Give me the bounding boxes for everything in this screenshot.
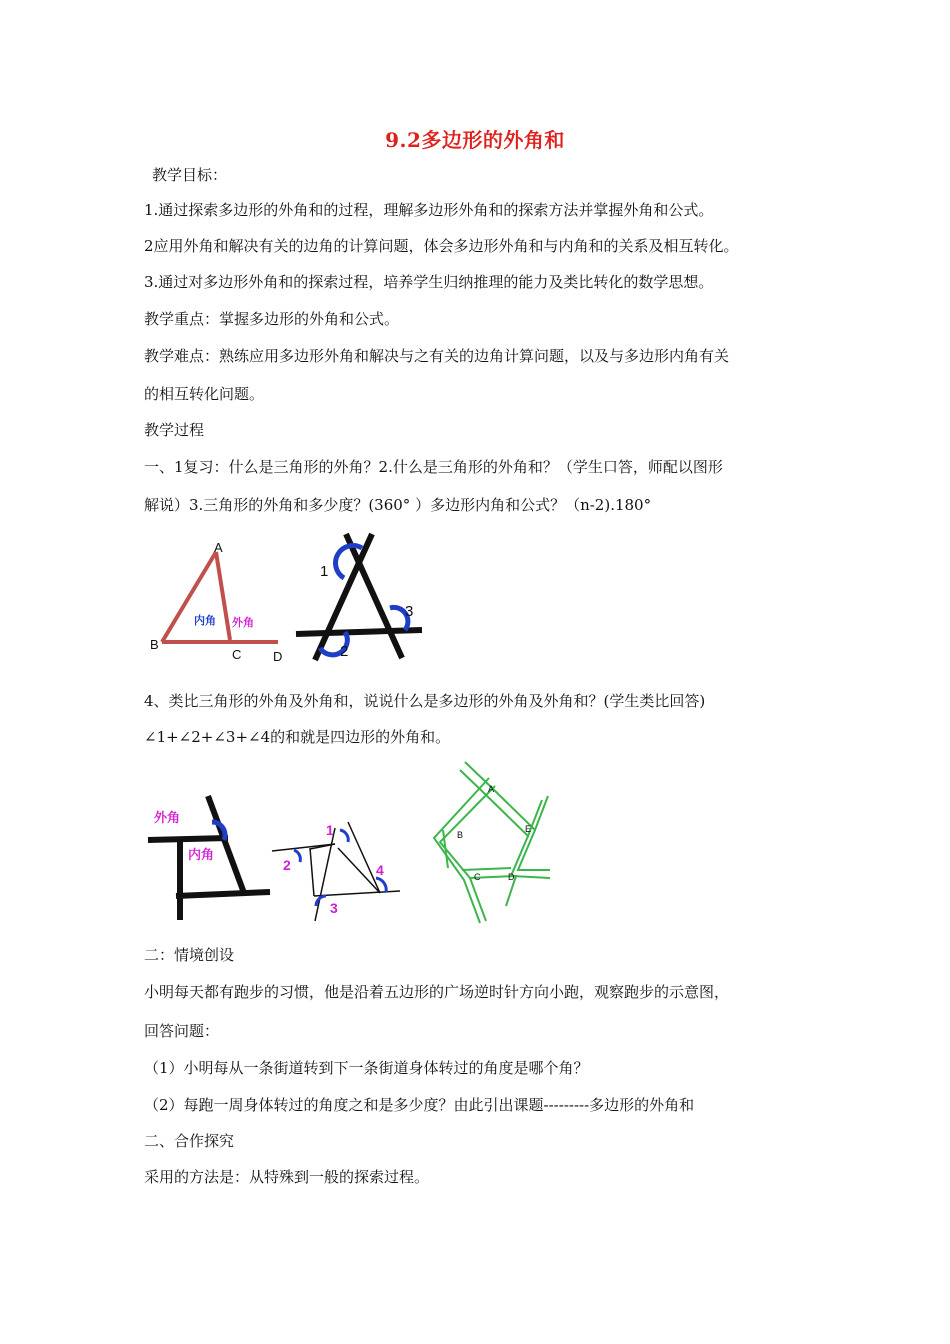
vertex-b-label: B xyxy=(150,637,159,652)
angle-1-label: 1 xyxy=(320,563,329,580)
objectives-heading: 教学目标： xyxy=(152,166,228,184)
key-point: 教学重点：掌握多边形的外角和公式。 xyxy=(144,310,400,328)
page-title: 9.2多边形的外角和 xyxy=(385,128,565,152)
quad-angle-1-arc xyxy=(340,830,348,842)
question-1: （1）小明每从一条街道转到下一条街道身体转过的角度是哪个角？ xyxy=(144,1059,589,1077)
objective-3: 3.通过对多边形外角和的探索过程，培养学生归纳推理的能力及类比转化的数学思想。 xyxy=(144,273,714,291)
analogy-line-1: 4、类比三角形的外角及外角和，说说什么是多边形的外角及外角和？(学生类比回答) xyxy=(144,692,706,710)
interior-angle-text: 内角 xyxy=(188,847,215,862)
pentagon-vertex-e: E xyxy=(525,824,532,834)
process-heading: 教学过程 xyxy=(144,421,205,439)
quad-angle-2-arc xyxy=(294,850,300,862)
vertex-a-label: A xyxy=(214,540,223,555)
quad-angle-3-label: 3 xyxy=(330,900,338,916)
vertex-c-label: C xyxy=(232,647,242,662)
exterior-angle-text: 外角 xyxy=(154,810,181,825)
vertex-d-label: D xyxy=(273,649,283,664)
method-line: 采用的方法是：从特殊到一般的探索过程。 xyxy=(144,1168,430,1186)
question-2: （2）每跑一周身体转过的角度之和是多少度？由此引出课题---------多边形的外角和 xyxy=(144,1096,695,1114)
triangle-exterior-angle-figure xyxy=(140,530,440,670)
review-line-1: 一、1复习：什么是三角形的外角？2.什么是三角形的外角和？（学生口答，师配以图形 xyxy=(144,458,723,476)
pentagon-vertex-d: D xyxy=(508,872,515,882)
quadrilateral-diagram xyxy=(272,822,400,921)
analogy-line-2: ∠1+∠2+∠3+∠4的和就是四边形的外角和。 xyxy=(144,728,451,746)
exterior-angle-label: 外角 xyxy=(232,617,254,629)
quad-angle-1-label: 1 xyxy=(326,822,334,838)
pentagon-vertex-b: B xyxy=(457,830,464,840)
polygon-exterior-angle-figure xyxy=(140,758,570,928)
angle-3-label: 3 xyxy=(405,603,414,620)
interior-angle-label: 内角 xyxy=(194,615,216,627)
extended-triangle-diagram xyxy=(296,534,422,660)
difficulty-line-2: 的相互转化问题。 xyxy=(144,385,265,403)
pentagon-vertex-a: A xyxy=(488,784,495,794)
objective-1: 1.通过探索多边形的外角和的过程，理解多边形外角和的探索方法并掌握外角和公式。 xyxy=(144,201,714,219)
cooperative-inquiry-heading: 二、合作探究 xyxy=(144,1132,235,1150)
quad-angle-4-label: 4 xyxy=(376,862,384,878)
scenario-line-2: 回答问题： xyxy=(144,1022,220,1040)
difficulty-line-1: 教学难点：熟练应用多边形外角和解决与之有关的边角计算问题，以及与多边形内角有关 xyxy=(144,347,730,365)
quad-angle-2-label: 2 xyxy=(283,857,291,873)
triangle-abc-diagram xyxy=(150,540,282,664)
pentagon-vertex-c: C xyxy=(474,872,481,882)
quad-angle-3-arc xyxy=(316,896,326,906)
scenario-heading: 二：情境创设 xyxy=(144,946,235,964)
objective-2: 2应用外角和解决有关的边角的计算问题，体会多边形外角和与内角和的关系及相互转化。 xyxy=(144,237,739,255)
review-line-2: 解说）3.三角形的外角和多少度？(360° ）多边形内角和公式？（n-2).180° xyxy=(144,496,652,514)
angle-2-label: 2 xyxy=(340,643,349,660)
corner-angle-diagram xyxy=(148,796,270,920)
scenario-line-1: 小明每天都有跑步的习惯，他是沿着五边形的广场逆时针方向小跑，观察跑步的示意图， xyxy=(144,983,730,1001)
